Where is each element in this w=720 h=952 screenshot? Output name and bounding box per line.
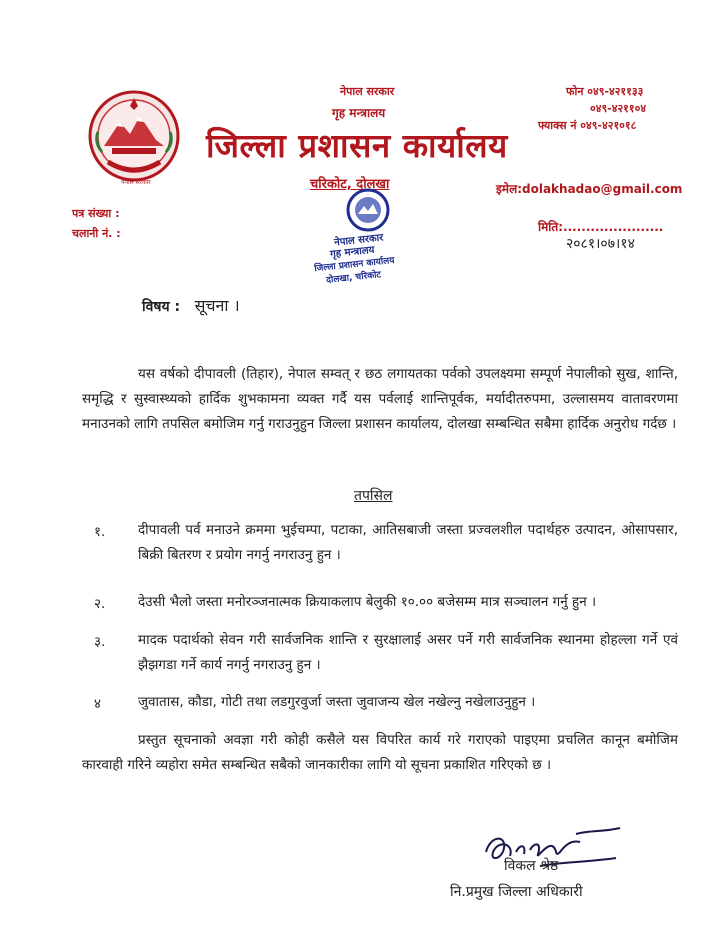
- phone-1: फोन ०४९-४२११३३: [566, 85, 644, 98]
- signatory-name: विकल श्रेष्ठ: [504, 858, 559, 874]
- closing-paragraph: प्रस्तुत सूचनाको अवज्ञा गरी कोही कसैले यस विपरित कार्य गरे गराएको पाइएमा प्रचलित कानून बमोजिम कारवाही गरिने व्यहोरा समेत सम्बन्धित सबैको जानकारीका लागि यो सूचना प्रकाशित गरिएको छ ।: [82, 732, 678, 773]
- subject-text: सूचना ।: [194, 296, 240, 315]
- list-item-number: ४: [94, 696, 102, 712]
- list-item-text: जुवातास, कौडा, गोटी तथा लडगुरवुर्जा जस्ता जुवाजन्य खेल नखेल्नु नखेलाउनुहुन ।: [138, 694, 536, 710]
- ministry-name: गृह मन्त्रालय: [332, 106, 386, 120]
- list-item-number: ३.: [94, 634, 106, 650]
- government-name: नेपाल सरकार: [340, 85, 395, 98]
- intro-paragraph: यस वर्षको दीपावली (तिहार), नेपाल सम्वत् र छठ लगायतका पर्वको उपलक्ष्यमा सम्पूर्ण नेपालीको सुख, शान्ति, समृद्धि र सुस्वास्थ्यको हार्दिक शुभकामना व्यक्त गर्दै यस पर्वलाई शान्तिपूर्वक, मर्यादीतरुपमा, उल्लासमय वातावरणमा मनाउनको लागि तपसिल बमोजिम गर्नु गराउनुहुन जिल्ला प्रशासन कार्यालय, दोलखा सम्बन्धित सबैमा हार्दिक अनुरोध गर्दछ ।: [82, 366, 678, 432]
- list-item-number: २.: [94, 596, 106, 612]
- date-label: मिति:......................: [538, 220, 664, 234]
- stamp-line-2: गृह मन्त्रालय: [329, 244, 375, 261]
- phone-2: ०४९-४२११०४: [590, 102, 647, 115]
- office-location: चरिकोट, दोलखा: [310, 177, 390, 192]
- email-address: इमेल:dolakhadao@gmail.com: [496, 182, 683, 196]
- stamp-line-3: जिल्ला प्रशासन कार्यालय: [313, 255, 396, 275]
- list-item-text: दीपावली पर्व मनाउने क्रममा भुईचम्पा, पटाका, आतिसबाजी जस्ता प्रज्वलशील पदार्थहरु उत्पादन, ओसापसार, बिक्री बितरण र प्रयोग नगर्नु नगराउनु हुन ।: [138, 522, 678, 563]
- signatory-title: नि.प्रमुख जिल्ला अधिकारी: [450, 884, 583, 900]
- stamp-line-4: दोलखा, चरिकोट: [325, 270, 382, 286]
- details-heading: तपसिल: [354, 488, 393, 504]
- reference-number-label: पत्र संख्या :: [72, 207, 120, 220]
- stamp-line-1: नेपाल सरकार: [333, 232, 384, 249]
- dispatch-number-label: चलानी नं. :: [72, 227, 121, 240]
- fax-number: फ्याक्स नं ०४९-४२१०१८: [538, 119, 637, 132]
- subject-line: [142, 294, 240, 316]
- office-title: जिल्ला प्रशासन कार्यालय: [206, 126, 508, 165]
- date-value: २०८१।०७।१४: [566, 236, 635, 252]
- subject-label: विषय :: [142, 299, 181, 315]
- emblem-ribbon-text: नेपाल सरकार: [121, 179, 151, 186]
- list-item-number: १.: [94, 524, 106, 540]
- list-item-text: मादक पदार्थको सेवन गरी सार्वजनिक शान्ति र सुरक्षालाई असर पर्ने गरी सार्वजनिक स्थानमा होहल्ला गर्ने एवं झैझगडा गर्ने कार्य नगर्नु नगराउनु हुन ।: [138, 632, 678, 673]
- list-item-text: देउसी भैलो जस्ता मनोरञ्जनात्मक क्रियाकलाप बेलुकी १०.०० बजेसम्म मात्र सञ्चालन गर्नु हुन ।: [138, 594, 597, 610]
- nepal-emblem-icon: [86, 88, 182, 184]
